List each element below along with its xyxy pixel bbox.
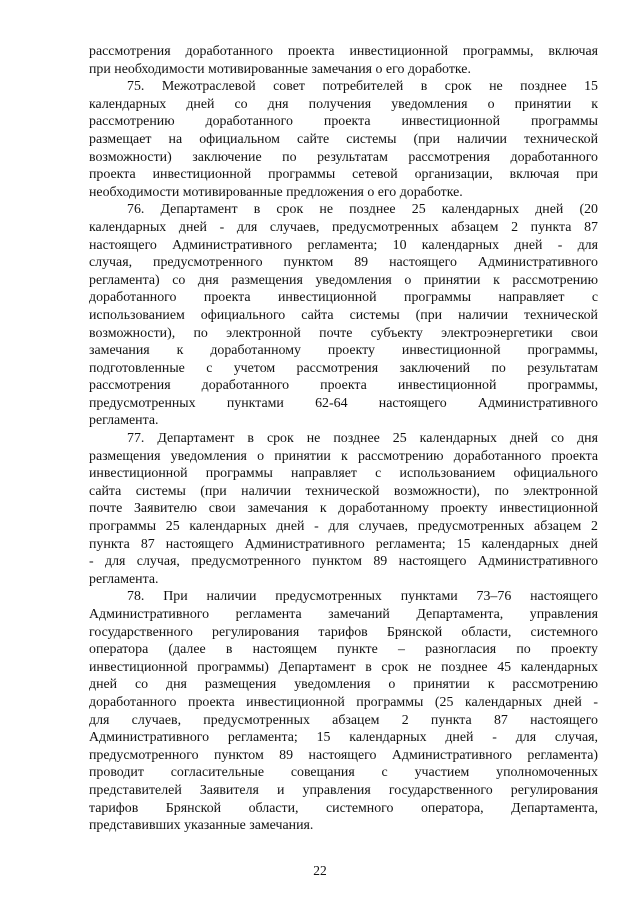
- text-line: возможности) заключение по результатам рассмотрения доработанного: [89, 149, 598, 165]
- paragraph-p76: [89, 201, 598, 430]
- text-line: 75. Межотраслевой совет потребителей в срок не позднее 15: [127, 79, 598, 95]
- paragraph-p74-end: [89, 43, 598, 78]
- text-line: размещает на официальном сайте системы (при наличии технической: [89, 131, 598, 147]
- text-line: рассмотрения доработанного проекта инвестиционной программы, включая: [89, 44, 598, 59]
- text-line: государственного регулирования тарифов Брянской области, системного: [89, 624, 598, 640]
- text-line: доработанного проекта инвестиционной программы направляет с: [89, 290, 598, 306]
- text-line: предусмотренного пунктом 89 настоящего Административного регламента): [89, 747, 598, 763]
- text-line: инвестиционной программы) Департамент в срок не позднее 45 календарных: [89, 659, 598, 675]
- text-line: рассмотрению доработанного проекта инвестиционной программы: [89, 114, 598, 130]
- document-body: [89, 43, 598, 835]
- text-line: инвестиционной программы направляет с использованием официального: [89, 466, 598, 482]
- text-line: предусмотренных пунктами 62-64 настоящего Административного: [89, 395, 598, 411]
- text-line: представителей Заявителя и управления государственного регулирования: [89, 782, 598, 798]
- text-line: - для случая, предусмотренного пунктом 89 настоящего Административного: [89, 554, 598, 570]
- text-line: Административного регламента; 15 календарных дней - для случая,: [89, 730, 598, 746]
- text-line: проводит согласительные совещания с участием уполномоченных: [89, 765, 598, 781]
- text-line: Административного регламента замечаний Департамента, управления: [89, 607, 598, 622]
- text-line: календарных дней - для случаев, предусмотренных абзацем 2 пункта 87: [89, 219, 598, 235]
- text-line: необходимости мотивированные предложения о его доработке.: [89, 184, 463, 200]
- paragraph-p75: [89, 78, 598, 201]
- text-line: сайта системы (при наличии технической возможности), по электронной: [89, 483, 598, 499]
- text-line: почте Заявителю свои замечания к доработанному проекту инвестиционной: [89, 501, 598, 517]
- text-line: 78. При наличии предусмотренных пунктами 73–76 настоящего: [127, 589, 598, 605]
- page-number: 22: [313, 863, 327, 878]
- text-line: использованием официального сайта системы (при наличии технической: [89, 307, 598, 323]
- text-line: дней со дня размещения уведомления о принятии к рассмотрению: [89, 677, 598, 693]
- text-line: программы 25 календарных дней - для случаев, предусмотренных абзацем 2: [89, 519, 598, 535]
- text-line: доработанного проекта инвестиционной программы (25 календарных дней -: [89, 694, 598, 710]
- text-line: возможности), по электронной почте субъекту электроэнергетики свои: [89, 325, 598, 341]
- text-line: регламента.: [89, 413, 159, 429]
- text-line: случая, предусмотренного пунктом 89 настоящего Административного: [89, 255, 598, 271]
- text-line: проекта инвестиционной программы сетевой организации, включая при: [89, 167, 598, 183]
- text-line: пункта 87 настоящего Административного регламента; 15 календарных дней: [89, 536, 598, 552]
- text-line: подготовленные с учетом рассмотрения заключений по результатам: [89, 360, 598, 376]
- text-line: рассмотрения доработанного проекта инвестиционной программы,: [89, 378, 598, 394]
- text-line: размещения уведомления о принятии к рассмотрению доработанного проекта: [89, 448, 598, 464]
- text-line: 76. Департамент в срок не позднее 25 календарных дней (20: [127, 202, 598, 218]
- paragraph-p77: [89, 430, 598, 588]
- paragraph-p78: [89, 588, 598, 834]
- text-line: тарифов Брянской области, системного оператора, Департамента,: [89, 800, 598, 816]
- text-line: календарных дней со дня получения уведомления о принятии к: [89, 96, 598, 112]
- text-line: регламента) со дня размещения уведомления о принятии к рассмотрению: [89, 272, 598, 288]
- text-line: представивших указанные замечания.: [89, 818, 314, 834]
- text-line: настоящего Административного регламента; 10 календарных дней - для: [89, 237, 598, 253]
- text-line: при необходимости мотивированные замечания о его доработке.: [89, 61, 471, 77]
- text-line: для случаев, предусмотренных абзацем 2 пункта 87 настоящего: [89, 712, 598, 728]
- text-line: оператора (далее в настоящем пункте – разногласия по проекту: [89, 642, 598, 658]
- text-line: замечания к доработанному проекту инвестиционной программы,: [89, 343, 598, 359]
- text-line: регламента.: [89, 571, 159, 587]
- text-line: 77. Департамент в срок не позднее 25 календарных дней со дня: [127, 431, 598, 447]
